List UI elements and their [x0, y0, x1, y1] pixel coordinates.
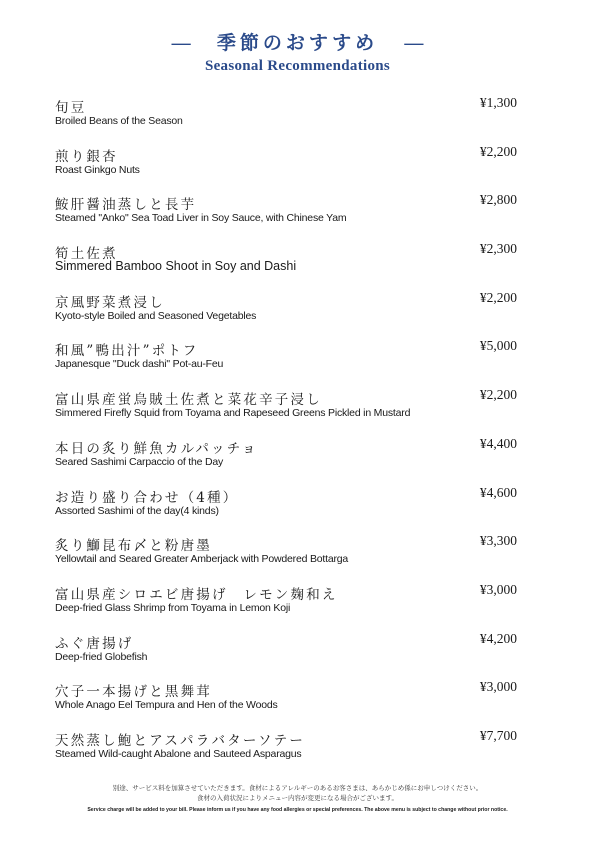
item-price: ¥2,200	[479, 289, 517, 305]
item-price: ¥2,200	[479, 143, 517, 159]
item-name-en: Deep-fried Glass Shrimp from Toyama in Lemon Koji	[55, 601, 291, 614]
item-name-en: Kyoto-style Boiled and Seasoned Vegetables	[55, 309, 257, 322]
footer-note-en: Service charge will be added to your bill. Please inform us if you have any food allergies or special preferences. The above menu is subject to change without prior notice.	[87, 807, 508, 813]
item-name-en: Steamed "Anko" Sea Toad Liver in Soy Sauce, with Chinese Yam	[55, 212, 347, 225]
item-name-en: Simmered Bamboo Shoot in Soy and Dashi	[55, 259, 297, 274]
menu-list	[55, 94, 517, 776]
item-price: ¥2,800	[479, 192, 517, 208]
item-name-jp: 本日の炙り鮮魚カルパッチョ	[55, 440, 258, 457]
title-dash-left: —	[171, 33, 191, 54]
item-name-en: Yellowtail and Seared Greater Amberjack with Powdered Bottarga	[55, 553, 349, 566]
menu-item	[55, 581, 517, 630]
item-name-jp: 鮟肝醤油蒸しと長芋	[55, 197, 197, 214]
menu-item	[55, 484, 517, 533]
item-price: ¥1,300	[479, 95, 517, 110]
item-name-en: Roast Ginkgo Nuts	[55, 163, 140, 176]
menu-item	[55, 386, 517, 435]
menu-item	[55, 143, 517, 192]
item-name-en: Broiled Beans of the Season	[55, 115, 183, 127]
item-name-jp: 天然蒸し鮑とアスパラバターソテー	[55, 732, 306, 749]
item-name-en: Steamed Wild-caught Abalone and Sauteed Asparagus	[55, 747, 302, 760]
item-name-en: Whole Anago Eel Tempura and Hen of the Woods	[55, 699, 278, 712]
item-name-jp: 和風”鴨出汁”ポトフ	[55, 343, 199, 360]
item-price: ¥2,200	[479, 387, 517, 403]
menu-item	[55, 630, 517, 679]
menu-item	[55, 678, 517, 727]
menu-item	[55, 240, 517, 289]
title-jp-text: 季節のおすすめ	[216, 33, 379, 54]
item-name-en: Simmered Firefly Squid from Toyama and Rapeseed Greens Pickled in Mustard	[55, 407, 411, 420]
item-name-jp: ふぐ唐揚げ	[55, 635, 134, 652]
item-price: ¥4,400	[479, 435, 517, 451]
item-price: ¥7,700	[479, 727, 517, 743]
item-name-en: Assorted Sashimi of the day(4 kinds)	[55, 504, 219, 517]
item-price: ¥4,600	[479, 484, 517, 500]
item-name-jp: 煎り銀杏	[55, 148, 118, 165]
footer-notice	[0, 783, 595, 813]
footer-note-jp-line1: 別途、サービス料を加算させていただきます。食材によるアレルギーのあるお客さまは、あらかじめ係にお申しつけください。	[112, 784, 483, 792]
item-price: ¥2,300	[479, 241, 517, 257]
item-price: ¥3,000	[479, 679, 517, 695]
item-price: ¥5,000	[479, 338, 517, 354]
item-name-en: Deep-fried Globefish	[55, 650, 148, 663]
menu-item	[55, 337, 517, 386]
page-title-japanese	[0, 33, 595, 55]
item-name-jp: 炙り鰤昆布〆と粉唐墨	[55, 538, 212, 555]
menu-header	[0, 33, 595, 75]
item-name-en: Japanesque "Duck dashi" Pot-au-Feu	[55, 358, 224, 371]
item-name-en: Seared Sashimi Carpaccio of the Day	[55, 455, 224, 468]
item-name-jp: 京風野菜煮浸し	[55, 294, 165, 311]
item-name-jp: 富山県産蛍烏賊土佐煮と菜花辛子浸し	[55, 392, 322, 409]
menu-item	[55, 94, 517, 143]
item-name-jp: お造り盛り合わせ（4種）	[55, 489, 239, 506]
page-title-english: Seasonal Recommendations	[204, 58, 391, 74]
item-price: ¥3,000	[479, 581, 517, 597]
item-name-jp: 富山県産シロエビ唐揚げ レモン麹和え	[55, 586, 338, 603]
footer-note-jp-line2: 食材の入荷状況によりメニュー内容が変更になる場合がございます。	[197, 794, 398, 802]
item-name-jp: 筍土佐煮	[55, 246, 118, 263]
menu-item	[55, 727, 517, 776]
menu-item	[55, 191, 517, 240]
item-name-jp: 穴子一本揚げと黒舞茸	[55, 684, 212, 701]
item-price: ¥3,300	[479, 533, 517, 549]
menu-item	[55, 289, 517, 338]
item-price: ¥4,200	[479, 630, 517, 646]
item-name-jp: 旬豆	[55, 100, 87, 116]
title-dash-right: —	[404, 33, 424, 54]
menu-item	[55, 435, 517, 484]
menu-item	[55, 532, 517, 581]
